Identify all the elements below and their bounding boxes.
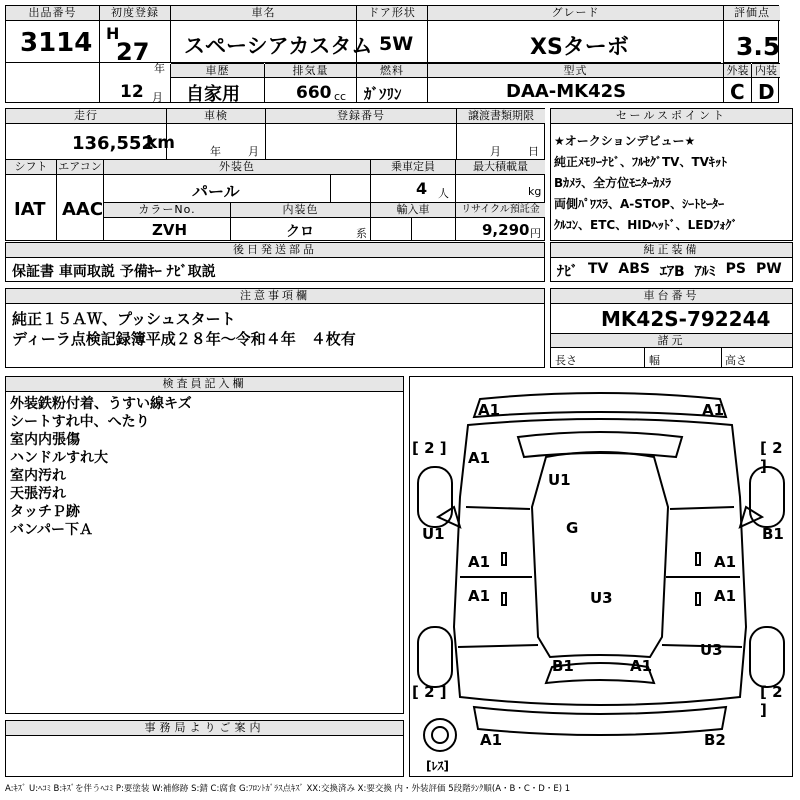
note-line: ディーラ点検記録簿平成２８年～令和４年 ４枚有 xyxy=(12,330,356,348)
dims-label: 諸元 xyxy=(551,333,792,348)
vehicle-details-block xyxy=(5,108,545,241)
car-name-value: スペーシアカスタム xyxy=(184,34,373,58)
inspector-line: ハンドルすれ大 xyxy=(10,450,108,466)
chassis-block xyxy=(550,288,793,368)
equipment-item: PW xyxy=(756,261,782,277)
sales-point-line: Bｶﾒﾗ、全方位ﾓﾆﾀｰｶﾒﾗ xyxy=(554,176,672,190)
damage-mark-rear-bumper-left: A1 xyxy=(480,731,503,749)
grade-label: グレード xyxy=(428,6,723,21)
capacity-value: 4 xyxy=(416,179,428,198)
damage-mark-tire-fl: [ 2 ] xyxy=(412,439,447,457)
exterior-label: 外装 xyxy=(724,63,751,78)
car-diagram xyxy=(409,376,793,777)
legend: A:ｷｽﾞ U:ﾍｺﾐ B:ｷｽﾞを伴うﾍｺﾐ P:要塗装 W:補修跡 S:錆 C:腐食 G:ﾌﾛﾝﾄｶﾞﾗｽ点ｷｽﾞ XX:交換済み X:要交換 内・外装評価 5段階ﾗﾝｸ順(A・B・C・D・E) 1 xyxy=(5,784,571,794)
damage-mark-tire-rl: [ 2 ] xyxy=(412,683,447,701)
fuel-value: ｶﾞｿﾘﾝ xyxy=(364,85,402,103)
sales-point-line: 両側ﾊﾟﾜｽﾗ、A-STOP、ｼｰﾄﾋｰﾀｰ xyxy=(554,197,725,211)
displacement-label: 排気量 xyxy=(265,63,356,78)
equipment-block xyxy=(550,242,793,282)
later-items-label: 後日発送部品 xyxy=(6,243,544,258)
equipment-item: TV xyxy=(588,261,609,277)
chassis-value: MK42S-792244 xyxy=(601,307,771,331)
transfer-label: 譲渡書類期限 xyxy=(457,109,545,124)
damage-mark-rear-door-right: A1 xyxy=(714,587,737,605)
note-line: 純正１５ＡＷ、プッシュスタート xyxy=(12,310,236,328)
office-block xyxy=(5,720,404,777)
dims-height: 高さ xyxy=(725,354,747,367)
damage-mark-fender-left: U1 xyxy=(422,525,445,543)
door-label: ドア形状 xyxy=(357,6,427,21)
lot-no-label: 出品番号 xyxy=(6,6,99,21)
int-color-unit: 系 xyxy=(356,227,367,240)
damage-mark-hood-left: A1 xyxy=(468,449,491,467)
office-label: 事務局よりご案内 xyxy=(6,721,403,736)
car-outline xyxy=(410,377,792,776)
dims-width: 幅 xyxy=(649,354,660,367)
mileage-value: 136,552 xyxy=(72,133,154,154)
damage-mark-tire-fr: [ 2 ] xyxy=(760,439,783,475)
first-reg-era: H xyxy=(106,24,120,43)
damage-mark-front-door-left: A1 xyxy=(468,553,491,571)
damage-mark-tire-rr: [ 2 ] xyxy=(760,683,783,719)
max-load-label: 最大積載量 xyxy=(456,160,545,175)
sales-points-label: セールスポイント xyxy=(551,109,792,124)
shift-label: シフト xyxy=(6,160,56,175)
reg-no-label: 登録番号 xyxy=(266,109,456,124)
sales-point-line: ★オークションデビュー★ xyxy=(554,134,696,148)
recycle-label: リサイクル預託金 xyxy=(456,203,545,218)
transfer-day-unit: 日 xyxy=(528,145,539,158)
color-no-label: カラーNo. xyxy=(104,203,230,218)
inspection-label: 車検 xyxy=(167,109,265,124)
inspector-line: 室内内張傷 xyxy=(10,432,80,448)
fuel-label: 燃料 xyxy=(357,63,427,78)
damage-mark-rear-bumper-right: B2 xyxy=(704,731,726,749)
sales-point-line: ｸﾙｺﾝ、ETC、HIDﾍｯﾄﾞ、LEDﾌｫｸﾞ xyxy=(554,218,738,232)
inspector-line: シートすれ中、へたり xyxy=(10,414,150,430)
displacement-unit: cc xyxy=(334,90,347,103)
first-reg-month: 12 xyxy=(120,82,144,102)
later-items-value: 保証書 車両取説 予備ｷｰ ﾅﾋﾞ取説 xyxy=(12,264,216,280)
first-reg-label: 初度登録 xyxy=(100,6,170,21)
interior-value: D xyxy=(758,80,775,104)
recycle-value: 9,290 xyxy=(482,221,530,239)
capacity-label: 乗車定員 xyxy=(371,160,455,175)
notes-block xyxy=(5,288,545,368)
equipment-item: PS xyxy=(725,261,746,277)
notes-label: 注意事項欄 xyxy=(6,289,544,304)
equipment-label: 純正装備 xyxy=(551,243,792,258)
inspector-line: 天張汚れ xyxy=(10,486,66,502)
shift-value: IAT xyxy=(14,199,46,220)
displacement-value: 660 xyxy=(296,83,332,103)
door-value: 5W xyxy=(379,33,414,55)
dims-length: 長さ xyxy=(555,354,577,367)
header-block xyxy=(5,5,779,103)
inspector-block xyxy=(5,376,404,714)
later-items-block xyxy=(5,242,545,282)
inspector-line: 室内汚れ xyxy=(10,468,66,484)
color-no-value: ZVH xyxy=(152,221,188,239)
sales-points-block xyxy=(550,108,793,241)
damage-mark-fender-right: B1 xyxy=(762,525,784,543)
damage-mark-rear-roof: U3 xyxy=(590,589,613,607)
damage-mark-spare-tire: [ﾚｽ] xyxy=(426,759,449,773)
equipment-item: ｴｱB xyxy=(659,264,685,280)
damage-mark-front-door-right: A1 xyxy=(714,553,737,571)
grade-value: XSターボ xyxy=(530,35,629,60)
inspector-line: タッチＰ跡 xyxy=(10,504,80,520)
damage-mark-windshield: U1 xyxy=(548,471,571,489)
history-value: 自家用 xyxy=(186,84,240,105)
inspector-label: 検査員記入欄 xyxy=(6,377,403,392)
model-value: DAA-MK42S xyxy=(506,81,627,102)
score-value: 3.5 xyxy=(736,32,781,61)
max-load-unit: kg xyxy=(528,185,542,198)
first-reg-month-unit: 月 xyxy=(152,91,163,104)
lot-no-value: 3114 xyxy=(20,28,93,58)
history-label: 車歴 xyxy=(171,63,264,78)
damage-mark-quarter-right: U3 xyxy=(700,641,723,659)
first-reg-year-unit: 年 xyxy=(154,62,165,75)
damage-mark-rear-left: B1 xyxy=(552,657,574,675)
damage-mark-roof: G xyxy=(566,519,579,537)
capacity-unit: 人 xyxy=(438,187,449,200)
first-reg-year: 27 xyxy=(116,38,150,66)
model-label: 型式 xyxy=(428,63,723,78)
inspection-month-unit: 月 xyxy=(248,145,259,158)
ext-color-label: 外装色 xyxy=(104,160,370,175)
transfer-month-unit: 月 xyxy=(490,145,501,158)
equipment-item: ABS xyxy=(618,261,650,277)
exterior-value: C xyxy=(730,80,745,104)
damage-mark-front-bumper-right: A1 xyxy=(702,401,725,419)
score-label: 評価点 xyxy=(724,6,780,21)
damage-mark-rear-right: A1 xyxy=(630,657,653,675)
interior-label: 内装 xyxy=(752,63,780,78)
recycle-unit: 円 xyxy=(530,227,541,240)
mileage-label: 走行 xyxy=(6,109,166,124)
int-color-label: 内装色 xyxy=(231,203,370,218)
inspector-line: バンパー下Ａ xyxy=(10,522,94,538)
import-label: 輸入車 xyxy=(371,203,455,218)
chassis-label: 車台番号 xyxy=(551,289,792,304)
equipment-item: ﾅﾋﾞ xyxy=(557,264,578,280)
aircon-value: AAC xyxy=(62,199,104,220)
aircon-label: エアコン xyxy=(58,160,102,173)
int-color-value: クロ xyxy=(286,224,314,240)
mileage-unit: km xyxy=(146,133,176,153)
equipment-item: ｱﾙﾐ xyxy=(694,264,716,280)
inspector-line: 外装鉄粉付着、うすい線キズ xyxy=(10,396,192,412)
inspection-year-unit: 年 xyxy=(210,145,221,158)
damage-mark-front-bumper-left: A1 xyxy=(478,401,501,419)
sales-point-line: 純正ﾒﾓﾘｰﾅﾋﾞ、ﾌﾙｾｸﾞTV、TVｷｯﾄ xyxy=(554,155,727,169)
damage-mark-rear-door-left: A1 xyxy=(468,587,491,605)
ext-color-value: パール xyxy=(192,182,240,201)
car-name-label: 車名 xyxy=(171,6,356,21)
